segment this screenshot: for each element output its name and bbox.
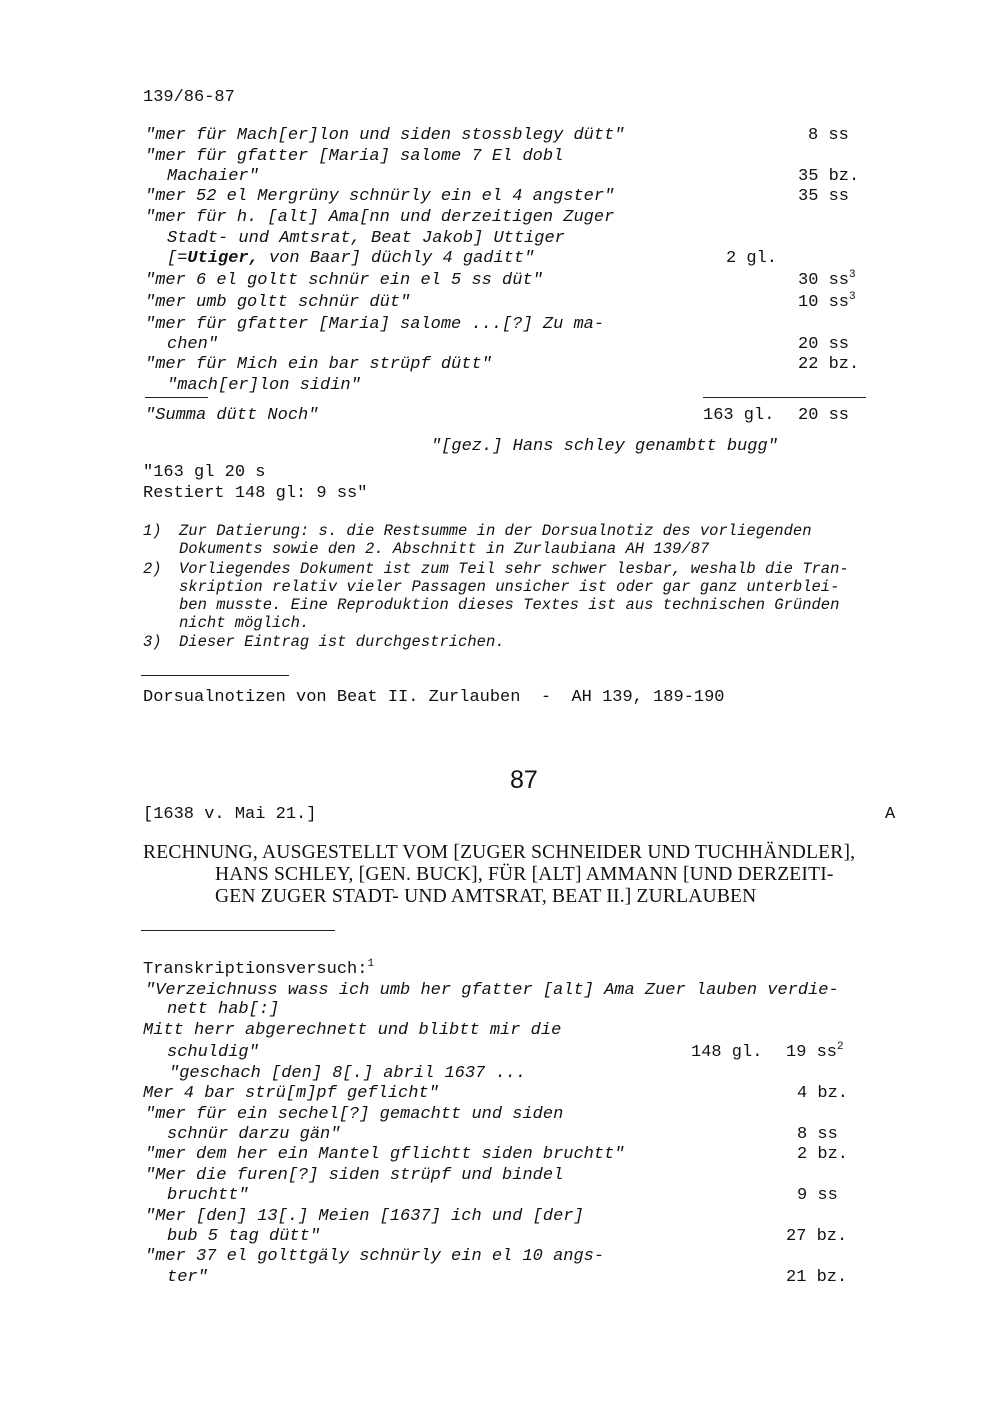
ledger-amount: 4 bz. <box>797 1084 849 1103</box>
ledger-amount: 8 ss <box>808 126 849 145</box>
sum-rule-right <box>703 397 866 398</box>
ledger-text-bold: Utiger, <box>187 249 259 268</box>
ledger-amount: 8 ss <box>797 1125 838 1144</box>
ledger-line: schnür darzu gän" <box>167 1125 341 1144</box>
ledger-line: "mer 37 el golttgäly schnürly ein el 10 angs- <box>145 1247 605 1266</box>
ledger-line: "mer 6 el goltt schnür ein el 5 ss düt" <box>145 271 543 290</box>
footnote-ref: 3 <box>849 269 856 281</box>
ledger-line: Stadt- und Amtsrat, Beat Jakob] Uttiger <box>167 229 565 248</box>
footnote-text: Dieser Eintrag ist durchgestrichen. <box>179 633 505 651</box>
amount-text: 19 ss <box>786 1043 838 1062</box>
ledger-amount-gulden: 148 gl. <box>691 1043 763 1062</box>
ledger-line: ter" <box>167 1268 208 1287</box>
sum-rule-left <box>145 397 208 398</box>
signature: "[gez.] Hans schley genambtt bugg" <box>431 437 778 456</box>
ledger-line: "mer für gfatter [Maria] salome 7 El dobl <box>145 147 564 166</box>
ledger-amount <box>798 293 856 313</box>
ledger-line: schuldig" <box>167 1043 259 1062</box>
ledger-line: Mitt herr abgerechnett und blibtt mir die <box>143 1021 562 1040</box>
document-title-line: RECHNUNG, AUSGESTELLT VOM [ZUGER SCHNEIDER UND TUCHHÄNDLER], <box>143 842 856 863</box>
ledger-amount: 27 bz. <box>786 1227 848 1246</box>
footnote-ref: 3 <box>849 291 856 303</box>
footnote-text: nicht möglich. <box>179 614 310 632</box>
ledger-line: chen" <box>167 335 219 354</box>
ledger-line: "mer für Mich ein bar strüpf dütt" <box>145 355 492 374</box>
ledger-text: [= <box>167 249 188 268</box>
ledger-line: Machaier" <box>167 167 259 186</box>
footnote-text: Dokuments sowie den 2. Abschnitt in Zurlaubiana AH 139/87 <box>179 540 710 558</box>
footnote-text: Zur Datierung: s. die Restsumme in der Dorsualnotiz des vorliegenden <box>179 522 812 540</box>
summa-gulden: 163 gl. <box>703 406 775 425</box>
summa-label: "Summa dütt Noch" <box>145 406 319 425</box>
section-rule <box>141 930 335 931</box>
document-title-line: HANS SCHLEY, [GEN. BUCK], FÜR [ALT] AMMANN [UND DERZEITI- <box>215 864 834 885</box>
footnote-number: 2) <box>143 560 162 578</box>
ledger-line: "Mer die furen[?] siden strüpf und bindel <box>145 1166 564 1185</box>
footnote-ref: 1 <box>367 958 375 970</box>
ledger-line: Mer 4 bar strü[m]pf geflicht" <box>143 1084 439 1103</box>
ledger-line: "Verzeichnuss wass ich umb her gfatter [alt] Ama Zuer lauben verdie- <box>145 981 839 1000</box>
ledger-line: "mer für ein sechel[?] gemachtt und siden <box>145 1105 564 1124</box>
dorsual-note: Dorsualnotizen von Beat II. Zurlauben - AH 139, 189-190 <box>143 688 725 707</box>
ledger-line: "mer für gfatter [Maria] salome ...[?] Zu ma- <box>145 315 605 334</box>
ledger-amount: 2 bz. <box>797 1145 849 1164</box>
ledger-line: "mer für Mach[er]lon und siden stossblegy dütt" <box>145 126 625 145</box>
ledger-amount: 35 ss <box>798 187 850 206</box>
note-line: Restiert 148 gl: 9 ss" <box>143 484 368 503</box>
ledger-amount: 20 ss <box>798 335 850 354</box>
footnote-number: 3) <box>143 633 162 651</box>
ledger-line: "Mer [den] 13[.] Meien [1637] ich und [der] <box>145 1207 584 1226</box>
amount-text: 30 ss <box>798 271 850 290</box>
page-reference: 139/86-87 <box>143 88 235 107</box>
ledger-line: "mer dem her ein Mantel gflichtt siden bruchtt" <box>145 1145 625 1164</box>
transcription-label <box>143 960 374 980</box>
ledger-amount: 22 bz. <box>798 355 860 374</box>
ledger-line <box>167 249 534 269</box>
summa-schilling: 20 ss <box>798 406 850 425</box>
ledger-line: "mer für h. [alt] Ama[nn und derzeitigen Zuger <box>145 208 615 227</box>
amount-text: 10 ss <box>798 293 850 312</box>
ledger-line: "mer 52 el Mergrüny schnürly ein el 4 angster" <box>145 187 615 206</box>
ledger-amount-gulden: 2 gl. <box>726 249 778 268</box>
ledger-line: "geschach [den] 8[.] abril 1637 ... <box>169 1064 527 1083</box>
ledger-line: bruchtt" <box>167 1186 249 1205</box>
footnote-text: skription relativ vieler Passagen unsicher ist oder gar ganz unterblei- <box>179 578 840 596</box>
footnote-text: Vorliegendes Dokument ist zum Teil sehr schwer lesbar, weshalb die Tran- <box>179 560 849 578</box>
ledger-line: bub 5 tag dütt" <box>167 1227 321 1246</box>
footnote-ref: 2 <box>837 1041 844 1053</box>
transcription-label-text: Transkriptionsversuch: <box>143 960 368 979</box>
ledger-amount: 21 bz. <box>786 1268 848 1287</box>
document-number: 87 <box>510 766 538 794</box>
ledger-amount: 35 bz. <box>798 167 860 186</box>
ledger-amount <box>798 271 856 291</box>
document-type: A <box>885 805 896 824</box>
note-line: "163 gl 20 s <box>143 463 266 482</box>
document-title-line: GEN ZUGER STADT- UND AMTSRAT, BEAT II.] ZURLAUBEN <box>215 886 757 907</box>
footnote-text: ben musste. Eine Reproduktion dieses Textes ist aus technischen Gründen <box>179 596 840 614</box>
ledger-amount <box>786 1043 844 1063</box>
ledger-line: "mach[er]lon sidin" <box>167 376 361 395</box>
document-date: [1638 v. Mai 21.] <box>143 805 317 824</box>
footnote-number: 1) <box>143 522 162 540</box>
ledger-amount: 9 ss <box>797 1186 838 1205</box>
ledger-line: "mer umb goltt schnür düt" <box>145 293 411 312</box>
ledger-line: nett hab[:] <box>167 1000 280 1019</box>
ledger-text: von Baar] düchly 4 gaditt" <box>258 249 535 268</box>
section-rule <box>141 675 289 676</box>
